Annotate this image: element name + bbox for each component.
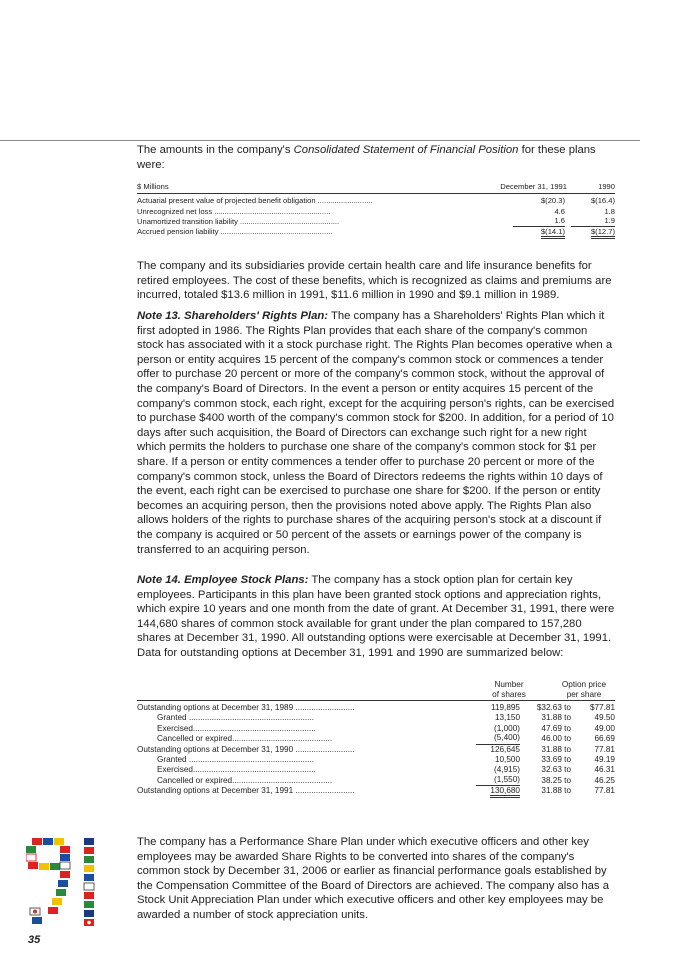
row-label: Exercised...................................................... [157, 765, 316, 775]
table-row [137, 227, 615, 237]
options-table [137, 680, 615, 797]
row-label: Actuarial present value of projected benefit obligation .......................... [137, 196, 373, 206]
pension-table [137, 182, 615, 237]
row-price-low: 38.25 to [541, 775, 571, 785]
row-label: Outstanding options at December 31, 1990 .......................... [137, 744, 355, 754]
options-table-header [137, 680, 615, 701]
row-value-1990: $(16.4) [590, 196, 615, 206]
pension-table-header [137, 182, 615, 194]
table-row [137, 765, 615, 775]
flag-icon [84, 856, 94, 863]
top-rule [0, 140, 640, 141]
table-row [137, 196, 615, 206]
row-shares: (5,400) [476, 733, 520, 744]
row-label: Cancelled or expired............................................ [157, 775, 333, 785]
flag-icon [54, 838, 64, 845]
price-header-line1: Option price [561, 680, 607, 689]
performance-paragraph [137, 835, 615, 923]
row-price-high: 49.50 [594, 713, 615, 723]
shares-header-line1: Number [494, 680, 524, 689]
row-label: Granted ....................................................... [157, 713, 314, 723]
table-row [137, 703, 615, 713]
flag-icon [28, 862, 38, 869]
row-label: Cancelled or expired............................................ [157, 734, 333, 744]
flag-icon [32, 838, 42, 845]
row-price-low: 31.88 to [541, 713, 571, 723]
flag-icon [60, 854, 70, 861]
row-shares: 119,895 [491, 703, 520, 713]
row-price-low: 33.69 to [541, 755, 571, 765]
row-price-high: 49.19 [594, 755, 615, 765]
flag-icon [84, 910, 94, 917]
row-shares: (4,915) [494, 765, 520, 775]
flag-icon [84, 892, 94, 899]
flag-icon [60, 846, 70, 853]
row-value-1991: 4.6 [554, 206, 565, 216]
row-label: Outstanding options at December 31, 1989 .......................... [137, 703, 355, 713]
intro-paragraph [137, 143, 615, 172]
row-value-1990: $(12.7) [591, 227, 615, 239]
row-value-1990: 1.8 [604, 206, 615, 216]
flag-icon [26, 846, 36, 853]
shares-header-line2: of shares [492, 689, 526, 699]
intro-text-end: for these plans were: [137, 144, 596, 171]
flag-icon [43, 838, 53, 845]
flag-icon [84, 865, 94, 872]
shares-header [489, 680, 529, 699]
performance-text: The company has a Performance Share Plan under which executive officers and other key employees may be awarded Share Rights to be converted into shares of the company's common stock by December 31, 2006 or earlier as financial performance goals established by the Compensation Committee of the Board of Directors are achieved. The company also has a Stock Unit Appreciation Plan under which executive officers and other key employees may be awarded a number of stock appreciation units. [137, 836, 609, 921]
flag-icon [84, 901, 94, 908]
flag-emblem-icon [87, 921, 91, 925]
row-price-low: 46.00 to [541, 734, 571, 744]
note-13 [137, 309, 615, 557]
row-price-high: 77.81 [594, 786, 615, 796]
row-value-1991: $(20.3) [540, 196, 565, 206]
table-row [137, 217, 615, 227]
flag-icon [56, 889, 66, 896]
page-number: 35 [28, 934, 41, 946]
row-label: Outstanding options at December 31, 1991 .......................... [137, 786, 355, 796]
table-row [137, 734, 615, 744]
flag-icon [84, 838, 94, 845]
row-shares: (1,000) [494, 723, 520, 733]
table-row [137, 776, 615, 786]
price-header [553, 680, 615, 699]
flag-icon [48, 907, 58, 914]
flag-emblem-icon [33, 910, 37, 914]
intro-text: The amounts in the company's [137, 144, 294, 156]
statement-title: Consolidated Statement of Financial Position [293, 144, 519, 156]
row-label: Accrued pension liability ..................................................... [137, 227, 333, 237]
flag-icon [84, 883, 94, 890]
row-value-1990: 1.9 [571, 216, 615, 227]
row-label: Unrecognized net loss ....................................................... [137, 206, 331, 216]
row-shares: 126,645 [490, 744, 520, 754]
flags-91-logo-icon [26, 836, 108, 927]
row-price-low: 47.69 to [541, 723, 571, 733]
table-row [137, 786, 615, 796]
row-label: Exercised...................................................... [157, 723, 316, 733]
table-row [137, 745, 615, 755]
row-label: Granted ....................................................... [157, 755, 314, 765]
row-price-low: 31.88 to [541, 786, 571, 796]
flag-icon [50, 863, 60, 870]
flag-icon [60, 862, 70, 869]
price-header-line2: per share [566, 689, 602, 699]
flag-icon [52, 898, 62, 905]
flag-icon [84, 847, 94, 854]
row-shares: 10,500 [494, 755, 520, 765]
note-14 [137, 573, 615, 661]
unit-label: $ Millions [137, 182, 169, 191]
col-1990-header: 1990 [598, 182, 615, 191]
row-price-high: 49.00 [594, 723, 615, 733]
table-row [137, 713, 615, 723]
row-price-low: 32.63 to [541, 765, 571, 775]
row-price-high: 46.31 [594, 765, 615, 775]
flag-icon [60, 871, 70, 878]
note-13-body: The company has a Shareholders' Rights Plan which it first adopted in 1986. The Rights Plan provides that each share of the company's common stock has associated with it a stock purchase right. The Rights Plan becomes operative when a person or entity acquires 15 percent of the company's common stock or commences a tender offer to purchase 20 percent or more of the company's common stock, without the approval of the company's Board of Directors. In the event a person or entity acquires 15 percent of the company's common stock, each right, except for the acquiring person's rights, can be exercised to purchase $400 worth of the company's common stock for $200. In addition, for a period of 10 days after such acquisition, the Board of Directors can exchange such right for a new right which permits the holders to purchase one share of the company's common stock for $1 per share. If a person or entity commences a tender offer to purchase 20 percent or more of the company's common stock, unless the Board of Directors redeems the rights within 10 days of the event, each right can be exercised to purchase one share for $200. If the person or entity becomes an acquiring person, then the provisions noted above apply. The Rights Plan also allows holders of the rights to purchase shares of the acquiring person's stock at a discount if the company is acquired or 50 percent of the assets or earnings power of the company is transferred to an acquiring person. [137, 310, 615, 556]
table-row [137, 755, 615, 765]
flag-icon [58, 880, 68, 887]
row-price-low: 31.88 to [541, 744, 571, 754]
row-shares: 130,680 [490, 786, 520, 798]
row-price-low: $32.63 to [536, 703, 571, 713]
health-text: The company and its subsidiaries provide certain health care and life insurance benefits for retired employees. The cost of these benefits, which is recognized as claims and premiums are incurred, totaled $13.6 million in 1991, $11.6 million in 1990 and $9.1 million in 1989. [137, 260, 612, 302]
note-13-heading: Note 13. Shareholders' Rights Plan: [137, 310, 329, 322]
flag-icon [84, 874, 94, 881]
row-price-high: 46.25 [594, 775, 615, 785]
row-label: Unamortized transition liability ............................................... [137, 216, 340, 226]
flag-icon [32, 917, 42, 924]
flag-icon [39, 863, 49, 870]
flag-icon [26, 854, 36, 861]
row-price-high: 77.81 [594, 744, 615, 754]
row-shares: (1,550) [476, 775, 520, 786]
row-shares: 13,150 [494, 713, 520, 723]
row-price-high: $77.81 [589, 703, 615, 713]
col-1991-header: December 31, 1991 [500, 182, 567, 191]
row-value-1991: 1.6 [513, 216, 565, 227]
table-row [137, 724, 615, 734]
note-14-body: The company has a stock option plan for certain key employees. Participants in this plan have been granted stock options and appreciation rights, which expire 10 years and one month from the date of grant. At December 31, 1991, there were 144,680 shares of common stock available for grant under the plan compared to 157,280 shares at December 31, 1990. All outstanding options were exercisable at December 31, 1991. Data for outstanding options at December 31, 1991 and 1990 are summarized below: [137, 574, 615, 659]
note-14-heading: Note 14. Employee Stock Plans: [137, 574, 309, 586]
row-price-high: 66.69 [594, 734, 615, 744]
row-value-1991: $(14.1) [541, 227, 565, 239]
health-paragraph [137, 259, 615, 303]
